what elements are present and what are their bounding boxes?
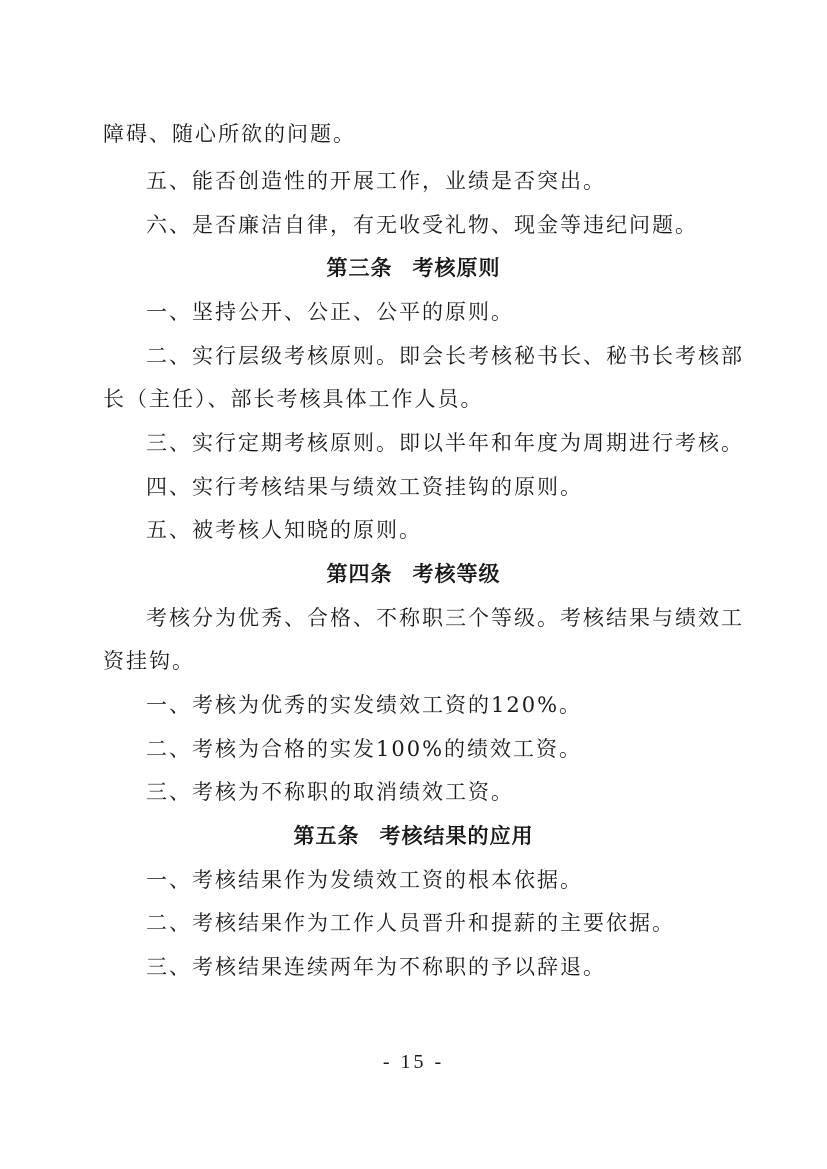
paragraph-line: 二、考核为合格的实发100%的绩效工资。: [146, 737, 583, 761]
article-number: 第五条: [293, 824, 360, 848]
paragraph-line: 障碍、随心所欲的问题。: [103, 122, 356, 146]
paragraph-line: 一、坚持公开、公正、公平的原则。: [146, 300, 514, 324]
paragraph-line: 一、考核结果作为发绩效工资的根本依据。: [146, 868, 583, 892]
page-number: - 15 -: [382, 1051, 445, 1073]
article-title: 考核原则: [412, 256, 501, 280]
article-title: 考核结果的应用: [379, 824, 534, 848]
paragraph-line: 五、能否创造性的开展工作，业绩是否突出。: [146, 169, 606, 193]
article-number: 第四条: [326, 562, 393, 586]
paragraph-line: 二、考核结果作为工作人员晋升和提薪的主要依据。: [146, 911, 675, 935]
article-title: 考核等级: [412, 562, 501, 586]
paragraph-line: 一、考核为优秀的实发绩效工资的120%。: [146, 693, 583, 717]
paragraph-line: 考核分为优秀、合格、不称职三个等级。考核结果与绩效工: [146, 606, 744, 630]
article-5-heading: [0, 821, 827, 851]
article-4-heading: [0, 559, 827, 589]
paragraph-line: 五、被考核人知晓的原则。: [146, 518, 422, 542]
paragraph-line: 三、实行定期考核原则。即以半年和年度为周期进行考核。: [146, 431, 744, 455]
article-number: 第三条: [326, 256, 393, 280]
paragraph-line: 二、实行层级考核原则。即会长考核秘书长、秘书长考核部: [146, 344, 744, 368]
paragraph-line: 资挂钩。: [103, 649, 195, 673]
paragraph-line: 三、考核结果连续两年为不称职的予以辞退。: [146, 955, 606, 979]
article-3-heading: [0, 253, 827, 283]
paragraph-line: 四、实行考核结果与绩效工资挂钩的原则。: [146, 475, 583, 499]
paragraph-line: 长（主任）、部长考核具体工作人员。: [103, 387, 484, 411]
paragraph-line: 六、是否廉洁自律，有无收受礼物、现金等违纪问题。: [146, 213, 698, 237]
paragraph-line: 三、考核为不称职的取消绩效工资。: [146, 780, 514, 804]
